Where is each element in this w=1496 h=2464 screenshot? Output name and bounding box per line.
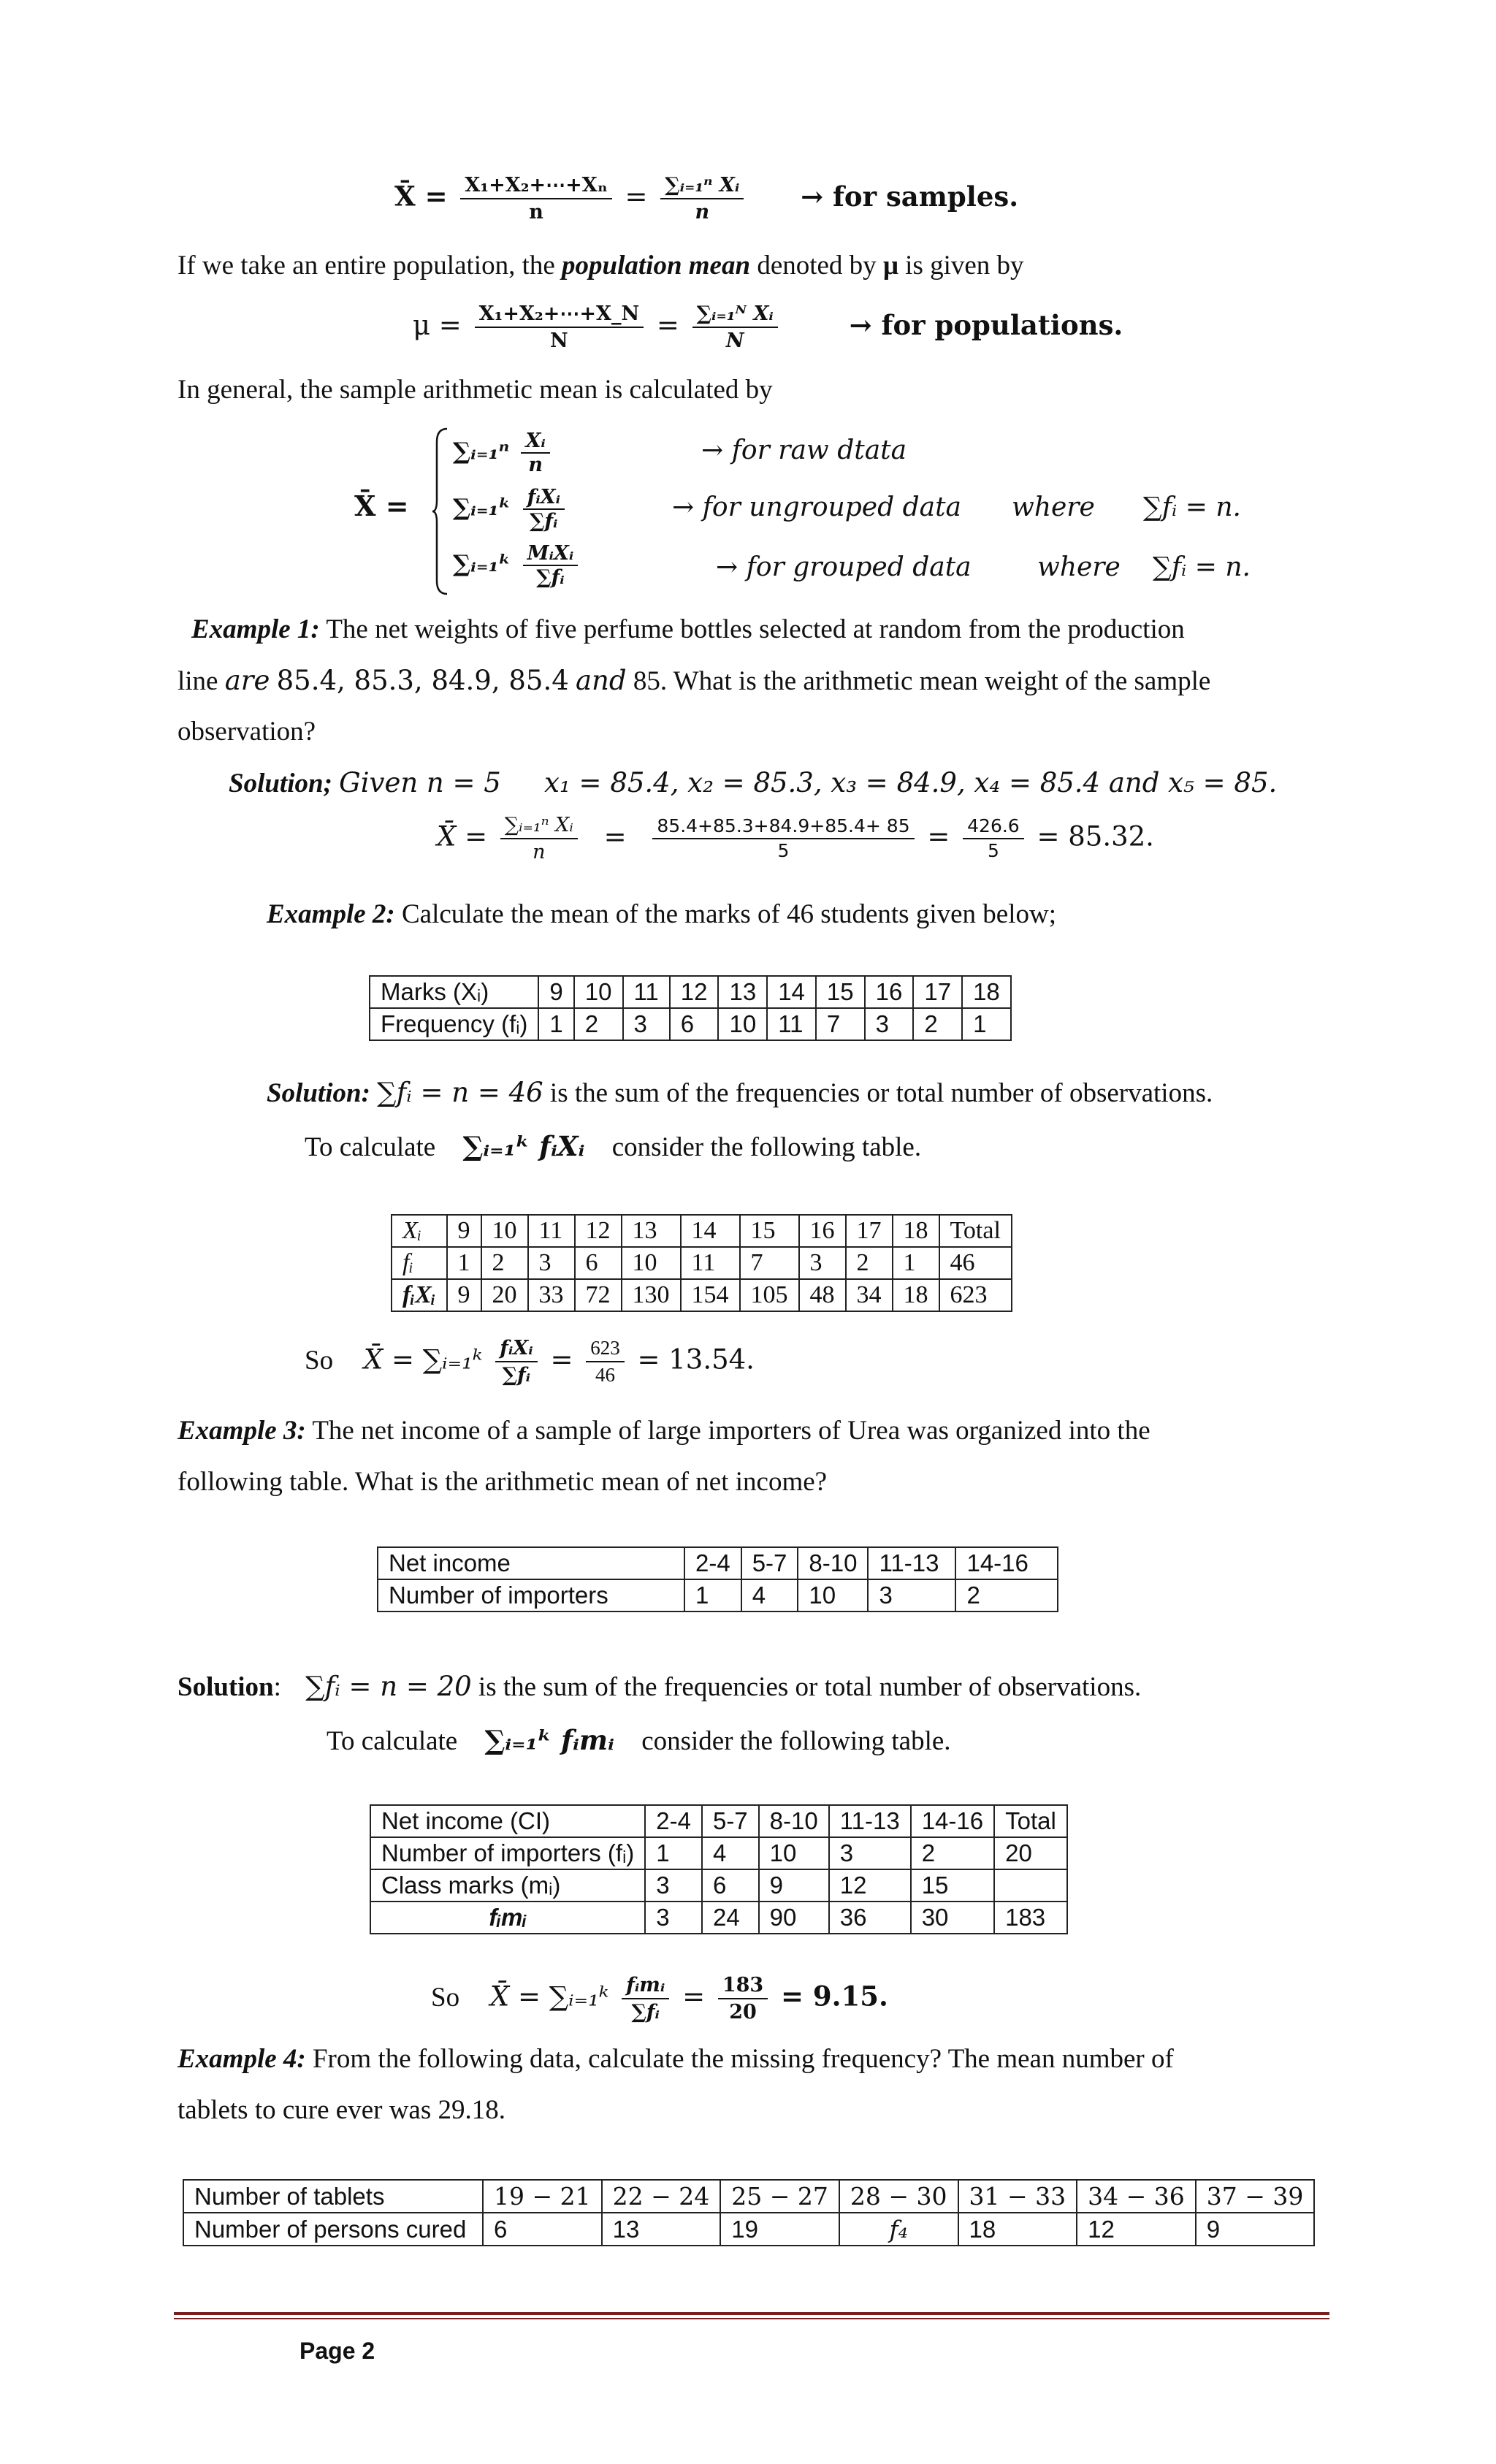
example3-solution-label: Solution [178, 1672, 274, 1702]
case2-where: where [1012, 492, 1095, 522]
table-cell: 1 [538, 1008, 573, 1040]
table-cell: 2 [846, 1247, 893, 1279]
table-cell: 1 [893, 1247, 939, 1279]
table-cell: 12 [670, 976, 719, 1008]
example3-result-value: = 9.15. [781, 1980, 888, 2013]
table-cell: 3 [868, 1579, 955, 1611]
table-row [370, 1837, 1067, 1869]
example4-tablets-table [183, 2179, 1315, 2246]
example3-result-eq: = [682, 1980, 706, 2013]
example3-solution-colon: : [273, 1672, 281, 1702]
table-cell: 5-7 [702, 1805, 759, 1837]
table-cell: 10 [718, 1008, 767, 1040]
example3-so: So [431, 1982, 460, 2013]
population-mean-formula: μ = $\frac{\text{X₁+X₂+⋯+X\_N}}{N}$ = $\frac{\text{∑ᵢ₌₁ᴺ Xᵢ}}{N}$ → for populations. [413, 301, 1123, 354]
table-cell: 14 [767, 976, 816, 1008]
table-cell: 3 [865, 1008, 914, 1040]
row-label-frequency: Frequency (fᵢ) [370, 1008, 538, 1040]
table-cell: 16 [799, 1215, 846, 1247]
example3-calc-intro-b: consider the following table. [641, 1726, 951, 1756]
example2-marks-table [369, 975, 1012, 1041]
row-label-net-income: Net income [378, 1547, 684, 1579]
table-cell: 13 [602, 2213, 721, 2246]
example3-result-frac1-num: fᵢmᵢ [622, 1972, 669, 1999]
case1-den: n [528, 454, 543, 476]
row-label-m: Class marks (mᵢ) [370, 1869, 645, 1902]
table-cell: 7 [816, 1008, 865, 1040]
example1-text-b-last: 85. What is the arithmetic mean weight of the sample [633, 666, 1211, 696]
sample-mean-formula: X̄ = $\frac{\text{X₁+X₂+⋯+Xₙ}}{n}$ = $\frac{\text{∑ᵢ₌₁ⁿ Xᵢ}}{n}$ → for samples. [394, 172, 1018, 225]
example1-frac1-den: n [533, 841, 546, 864]
table-cell-total: 20 [994, 1837, 1067, 1869]
example3-solution-formula: ∑fᵢ = n = 20 [305, 1671, 472, 1702]
example3-calc-table [370, 1804, 1068, 1934]
example2-solution [267, 1075, 1213, 1111]
table-cell: 10 [622, 1247, 681, 1279]
example2-calc-intro-formula: ∑ᵢ₌₁ᵏ fᵢXᵢ [462, 1130, 585, 1162]
example1-result: = 85.32. [1037, 820, 1154, 853]
table-cell: 12 [1077, 2213, 1196, 2246]
row-label-fm: fᵢmᵢ [370, 1902, 645, 1934]
table-cell-empty [994, 1869, 1067, 1902]
example3-calc-intro-a: To calculate [327, 1726, 458, 1756]
example2-calc-intro-a: To calculate [305, 1132, 436, 1162]
example3-line2: following table. What is the arithmetic mean of net income? [178, 1467, 828, 1497]
table-cell-missing: f₄ [839, 2213, 958, 2246]
table-cell: 18 [893, 1279, 939, 1311]
table-cell: 30 [911, 1902, 994, 1934]
example2-result-eq: = [550, 1343, 573, 1376]
table-cell: 31 − 33 [958, 2180, 1077, 2213]
example4-label: Example 4: [178, 2044, 306, 2074]
table-cell: 6 [575, 1247, 622, 1279]
pop-mean-note: → for populations. [849, 308, 1123, 341]
case-raw [453, 430, 554, 476]
example1-calculation: X̄ = $\frac{\text{∑ᵢ₌₁ⁿ Xᵢ}}{n}$ = $\frac{85.4+85.3+84.9+85.4+ 85}{5}$ = $\frac{426.6}{5}$ = 85.32. [437, 812, 1154, 865]
table-cell: 36 [829, 1902, 911, 1934]
table-cell: 6 [670, 1008, 719, 1040]
table-cell: 72 [575, 1279, 622, 1311]
table-cell: 3 [645, 1902, 702, 1934]
table-cell-total: 623 [939, 1279, 1012, 1311]
example3-solution-text: is the sum of the frequencies or total number of observations. [478, 1672, 1142, 1702]
example1-given: Given n = 5 [339, 767, 501, 798]
table-cell: 1 [684, 1579, 741, 1611]
example2-text: Calculate the mean of the marks of 46 students given below; [401, 899, 1056, 929]
case3-where: where [1037, 552, 1121, 582]
example3-result-frac2-den: 20 [729, 2001, 757, 2024]
table-cell: 2 [913, 1008, 962, 1040]
example1-frac1-num: ∑ᵢ₌₁ⁿ Xᵢ [500, 812, 578, 839]
table-cell: 2 [481, 1247, 528, 1279]
table-cell: 15 [816, 976, 865, 1008]
example1-eq: = [603, 820, 627, 853]
table-cell: 9 [447, 1279, 481, 1311]
table-cell: 3 [799, 1247, 846, 1279]
case-grouped [453, 542, 582, 589]
row-label-marks: Marks (Xᵢ) [370, 976, 538, 1008]
table-cell: 34 [846, 1279, 893, 1311]
table-cell: 18 [962, 976, 1011, 1008]
table-row [183, 2213, 1314, 2246]
table-cell: 9 [1196, 2213, 1315, 2246]
table-cell: 13 [718, 976, 767, 1008]
sample-mean-sum-den: n [695, 201, 710, 224]
example2-intro [267, 897, 1056, 932]
sample-mean-denominator: n [529, 201, 543, 224]
table-row [370, 1008, 1011, 1040]
example2-solution-formula: ∑fᵢ = n = 46 [377, 1077, 543, 1108]
table-cell: 33 [528, 1279, 575, 1311]
example1-values: x₁ = 85.4, x₂ = 85.3, x₃ = 84.9, x₄ = 85.4 and x₅ = 85. [544, 767, 1278, 798]
mu-lhs: μ = [413, 309, 462, 341]
example1-label: Example 1: [191, 614, 320, 644]
table-cell: 15 [911, 1869, 994, 1902]
table-cell-total: Total [939, 1215, 1012, 1247]
example2-result-lhs: X̄ = ∑ᵢ₌₁ᵏ [363, 1343, 483, 1376]
table-cell: 11-13 [868, 1547, 955, 1579]
row-label-tablets: Number of tablets [183, 2180, 483, 2213]
row-label-f: Number of importers (fᵢ) [370, 1837, 645, 1869]
table-cell: 10 [759, 1837, 829, 1869]
table-cell: 22 − 24 [602, 2180, 721, 2213]
table-cell: 37 − 39 [1196, 2180, 1315, 2213]
table-cell: 18 [893, 1215, 939, 1247]
page-number: Page 2 [299, 2338, 375, 2364]
table-cell: 6 [702, 1869, 759, 1902]
example2-calc-intro [305, 1129, 921, 1165]
table-cell: 17 [846, 1215, 893, 1247]
table-cell: 14-16 [955, 1547, 1058, 1579]
table-cell: 2 [574, 1008, 623, 1040]
pop-intro-a: If we take an entire population, the [178, 251, 555, 281]
example2-result-frac2-den: 46 [595, 1364, 615, 1387]
table-row [378, 1547, 1058, 1579]
table-cell: 2 [955, 1579, 1058, 1611]
table-cell: 1 [645, 1837, 702, 1869]
table-cell: 7 [740, 1247, 799, 1279]
example2-calc-intro-b: consider the following table. [611, 1132, 922, 1162]
case1-note: → for raw dtata [701, 435, 907, 465]
example4-line1 [178, 2042, 1333, 2077]
table-row [370, 1869, 1067, 1902]
pop-mean-sum: ∑ᵢ₌₁ᴺ Xᵢ [692, 301, 778, 328]
table-cell: 9 [759, 1869, 829, 1902]
footer-rule [174, 2312, 1329, 2315]
example3-text-a: The net income of a sample of large importers of Urea was organized into the [312, 1416, 1150, 1446]
example2-calc-table [391, 1214, 1012, 1312]
table-cell: 12 [829, 1869, 911, 1902]
example2-result-frac1-den: ∑fᵢ [502, 1364, 531, 1387]
table-cell: 12 [575, 1215, 622, 1247]
case3-den: ∑fᵢ [536, 566, 565, 589]
table-row [370, 1902, 1067, 1934]
table-cell: 3 [528, 1247, 575, 1279]
table-cell: 1 [962, 1008, 1011, 1040]
row-label-ci: Net income (CI) [370, 1805, 645, 1837]
example3-result-frac1-den: ∑fᵢ [631, 2001, 660, 2024]
table-cell: 11 [623, 976, 670, 1008]
table-cell: 48 [799, 1279, 846, 1311]
table-cell-total: 183 [994, 1902, 1067, 1934]
example2-result-value: = 13.54. [637, 1343, 755, 1376]
case1-sum: ∑ᵢ₌₁ⁿ [453, 437, 510, 465]
pop-intro-b: denoted by [757, 251, 877, 281]
example3-calc-intro-formula: ∑ᵢ₌₁ᵏ fᵢmᵢ [484, 1724, 614, 1756]
table-row [392, 1215, 1012, 1247]
case2-num: fᵢXᵢ [523, 486, 565, 510]
table-row [370, 976, 1011, 1008]
example2-result-frac2-num: 623 [586, 1335, 625, 1362]
table-cell-total: 46 [939, 1247, 1012, 1279]
case-lhs: X̄ = [354, 489, 409, 522]
case1-num: Xᵢ [521, 430, 549, 454]
table-cell: 14 [681, 1215, 740, 1247]
table-cell: 10 [481, 1215, 528, 1247]
general-intro: In general, the sample arithmetic mean is calculated by [178, 375, 773, 405]
example1-vals: 85.4, 85.3, 84.9, 85.4 [276, 665, 569, 696]
table-cell: 2 [911, 1837, 994, 1869]
example1-and: and [576, 665, 627, 696]
case3-note: → for grouped data [716, 552, 972, 582]
table-cell: 18 [958, 2213, 1077, 2246]
table-cell: 11 [528, 1215, 575, 1247]
example3-result-frac2-num: 183 [718, 1972, 768, 1999]
table-cell: 11 [681, 1247, 740, 1279]
table-cell: 14-16 [911, 1805, 994, 1837]
example2-so: So [305, 1345, 334, 1376]
pop-intro-em: population mean [562, 251, 751, 281]
table-cell: 24 [702, 1902, 759, 1934]
table-cell: 3 [645, 1869, 702, 1902]
example1-line3: observation? [178, 717, 316, 747]
table-cell: 5-7 [741, 1547, 798, 1579]
case-ungrouped [453, 486, 569, 533]
table-cell: 19 − 21 [483, 2180, 602, 2213]
case3-sum: ∑ᵢ₌₁ᵏ [453, 549, 511, 578]
table-cell: 105 [740, 1279, 799, 1311]
population-intro [178, 248, 1024, 283]
table-cell: 130 [622, 1279, 681, 1311]
table-cell: 25 − 27 [720, 2180, 839, 2213]
table-cell: 19 [720, 2213, 839, 2246]
example1-text-a: The net weights of five perfume bottles selected at random from the production [326, 614, 1185, 644]
example3-label: Example 3: [178, 1416, 306, 1446]
sample-mean-sum: ∑ᵢ₌₁ⁿ Xᵢ [660, 172, 744, 199]
xbar-symbol: X̄ = [394, 180, 448, 213]
table-cell: 154 [681, 1279, 740, 1311]
example1-solution [229, 766, 1277, 801]
table-cell: 20 [481, 1279, 528, 1311]
pop-mean-sum-den: N [725, 329, 744, 353]
example1-frac3-num: 426.6 [963, 815, 1024, 840]
table-cell: 28 − 30 [839, 2180, 958, 2213]
table-cell: 34 − 36 [1077, 2180, 1196, 2213]
table-row [378, 1579, 1058, 1611]
example3-income-table [377, 1546, 1058, 1612]
table-cell: 3 [623, 1008, 670, 1040]
pop-intro-c: is given by [905, 251, 1024, 281]
table-cell: 90 [759, 1902, 829, 1934]
pop-mean-numerator: X₁+X₂+⋯+X_N [475, 301, 644, 328]
example3-result-lhs: X̄ = ∑ᵢ₌₁ᵏ [489, 1980, 609, 2013]
sample-mean-numerator: X₁+X₂+⋯+Xₙ [460, 172, 611, 199]
example1-frac2-num: 85.4+85.3+84.9+85.4+ 85 [652, 815, 914, 840]
table-cell: 9 [447, 1215, 481, 1247]
example4-text-a: From the following data, calculate the missing frequency? The mean number of [312, 2044, 1174, 2074]
sample-mean-note: → for samples. [801, 180, 1019, 213]
case2-sum: ∑ᵢ₌₁ᵏ [453, 493, 511, 522]
case3-num: MᵢXᵢ [523, 542, 579, 566]
example3-result [431, 1972, 888, 2025]
table-cell: 11 [767, 1008, 816, 1040]
row-label-f: fᵢ [392, 1247, 447, 1279]
brace-icon [431, 427, 449, 595]
pop-mean-denominator: N [550, 329, 568, 353]
table-cell: 11-13 [829, 1805, 911, 1837]
example2-solution-text: is the sum of the frequencies or total number of observations. [549, 1078, 1213, 1108]
example3-calc-intro [327, 1723, 951, 1759]
example2-solution-label: Solution: [267, 1078, 370, 1108]
table-row [392, 1279, 1012, 1311]
row-label-importers: Number of importers [378, 1579, 684, 1611]
table-cell: 17 [913, 976, 962, 1008]
table-cell: 8-10 [798, 1547, 868, 1579]
table-cell-total: Total [994, 1805, 1067, 1837]
example1-solution-label: Solution; [229, 768, 332, 798]
example1-frac3-den: 5 [987, 840, 999, 862]
case3-cond: ∑fᵢ = n. [1153, 552, 1251, 582]
example2-result [305, 1335, 755, 1388]
table-row [370, 1805, 1067, 1837]
case2-note: → for ungrouped data [672, 492, 962, 522]
row-label-cured: Number of persons cured [183, 2213, 483, 2246]
example1-line1 [191, 612, 1331, 647]
example3-line1 [178, 1414, 1332, 1449]
table-cell: 8-10 [759, 1805, 829, 1837]
example2-result-frac1-num: fᵢXᵢ [495, 1335, 537, 1362]
table-cell: 16 [865, 976, 914, 1008]
table-cell: 9 [538, 976, 573, 1008]
mu-symbol: μ [882, 251, 898, 281]
row-label-x: Xᵢ [392, 1215, 447, 1247]
case2-cond: ∑fᵢ = n. [1143, 492, 1241, 522]
table-cell: 13 [622, 1215, 681, 1247]
case2-den: ∑fᵢ [530, 510, 558, 533]
table-cell: 2-4 [645, 1805, 702, 1837]
table-cell: 10 [574, 976, 623, 1008]
table-cell: 15 [740, 1215, 799, 1247]
table-cell: 1 [447, 1247, 481, 1279]
example2-label: Example 2: [267, 899, 395, 929]
table-cell: 4 [702, 1837, 759, 1869]
example1-calc-lhs: X̄ = [437, 820, 488, 853]
table-cell: 10 [798, 1579, 868, 1611]
table-cell: 6 [483, 2213, 602, 2246]
example4-line2: tablets to cure ever was 29.18. [178, 2095, 505, 2125]
example1-are: are [224, 665, 270, 696]
table-row [392, 1247, 1012, 1279]
example1-line-word: line [178, 666, 218, 696]
table-cell: 4 [741, 1579, 798, 1611]
example1-line2 [178, 663, 1210, 699]
table-cell: 3 [829, 1837, 911, 1869]
footer-rule-thin [174, 2318, 1329, 2319]
table-cell: 2-4 [684, 1547, 741, 1579]
example1-frac2-den: 5 [777, 840, 790, 862]
row-label-fx: fᵢXᵢ [392, 1279, 447, 1311]
table-row [183, 2180, 1314, 2213]
example3-solution [178, 1669, 1141, 1705]
